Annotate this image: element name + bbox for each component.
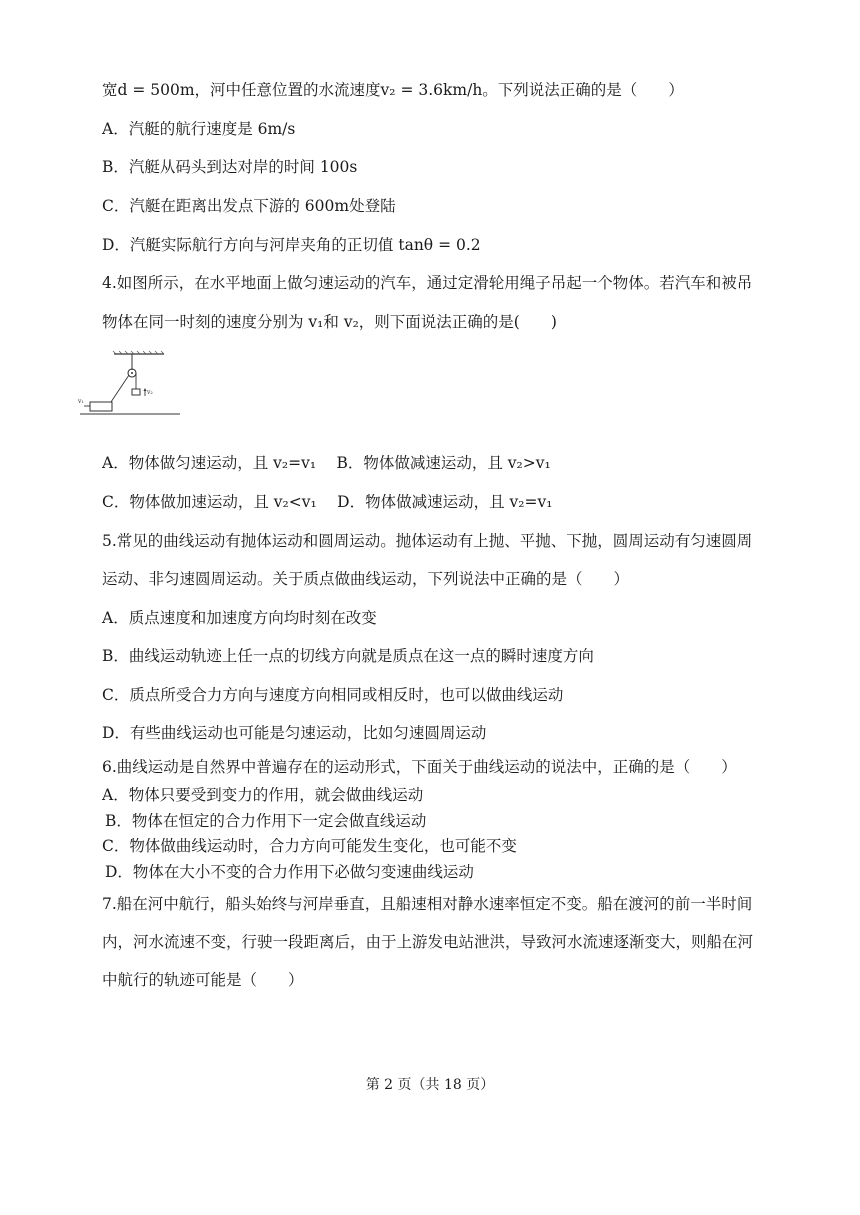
v2-label: v₂	[147, 389, 153, 396]
q7-stem-line1: 7.船在河中航行，船头始终与河岸垂直，且船速相对静水速率恒定不变。船在渡河的前一半时间	[102, 895, 753, 913]
pulley-car-figure	[78, 350, 180, 410]
q5-option-a: A．质点速度和加速度方向均时刻在改变	[102, 609, 377, 627]
v1-label: v₁	[78, 398, 84, 405]
q4-options-row2: C．物体做加速运动，且 v₂<v₁ D．物体做减速运动，且 v₂=v₁	[102, 493, 553, 511]
page-footer: 第 2 页（共 18 页）	[365, 1077, 495, 1093]
q5-stem-line1: 5.常见的曲线运动有抛体运动和圆周运动。抛体运动有上抛、平抛、下抛，圆周运动有匀速圆周	[102, 532, 753, 550]
q6-option-c: C．物体做曲线运动时，合力方向可能发生变化，也可能不变	[102, 837, 517, 855]
q3-option-d: D．汽艇实际航行方向与河岸夹角的正切值 tanθ = 0.2	[102, 236, 481, 254]
q6-option-a: A．物体只要受到变力的作用，就会做曲线运动	[102, 786, 424, 804]
q5-stem-line2: 运动、非匀速圆周运动。关于质点做曲线运动，下列说法中正确的是（ ）	[102, 570, 630, 588]
q4-options-row1: A．物体做匀速运动，且 v₂=v₁ B．物体做减速运动，且 v₂>v₁	[102, 454, 551, 472]
pulley-diagram	[78, 350, 180, 410]
q3-option-b: B．汽艇从码头到达对岸的时间 100s	[102, 158, 358, 176]
q5-option-c: C．质点所受合力方向与速度方向相同或相反时，也可以做曲线运动	[102, 686, 564, 704]
q7-stem-line3: 中航行的轨迹可能是（ ）	[102, 971, 304, 989]
q6-stem: 6.曲线运动是自然界中普遍存在的运动形式，下面关于曲线运动的说法中，正确的是（ ）	[102, 758, 737, 776]
q7-stem-line2: 内，河水流速不变，行驶一段距离后，由于上游发电站泄洪，导致河水流速逐渐变大，则船在河	[102, 933, 754, 951]
q3-option-a: A．汽艇的航行速度是 6m/s	[102, 120, 296, 138]
q3-option-c: C．汽艇在距离出发点下游的 600m处登陆	[102, 197, 396, 215]
q3-stem-tail: 宽d = 500m，河中任意位置的水流速度v₂ = 3.6km/h。下列说法正确的是（ ）	[102, 81, 684, 99]
q5-option-d: D．有些曲线运动也可能是匀速运动，比如匀速圆周运动	[102, 724, 487, 742]
q6-option-d: D．物体在大小不变的合力作用下必做匀变速曲线运动	[105, 863, 474, 881]
q4-stem-line2: 物体在同一时刻的速度分别为 v₁和 v₂，则下面说法正确的是( )	[102, 313, 557, 331]
q4-stem-line1: 4.如图所示，在水平地面上做匀速运动的汽车，通过定滑轮用绳子吊起一个物体。若汽车和被吊	[102, 274, 753, 292]
q5-option-b: B．曲线运动轨迹上任一点的切线方向就是质点在这一点的瞬时速度方向	[102, 647, 594, 665]
q6-option-b: B．物体在恒定的合力作用下一定会做直线运动	[105, 812, 427, 830]
